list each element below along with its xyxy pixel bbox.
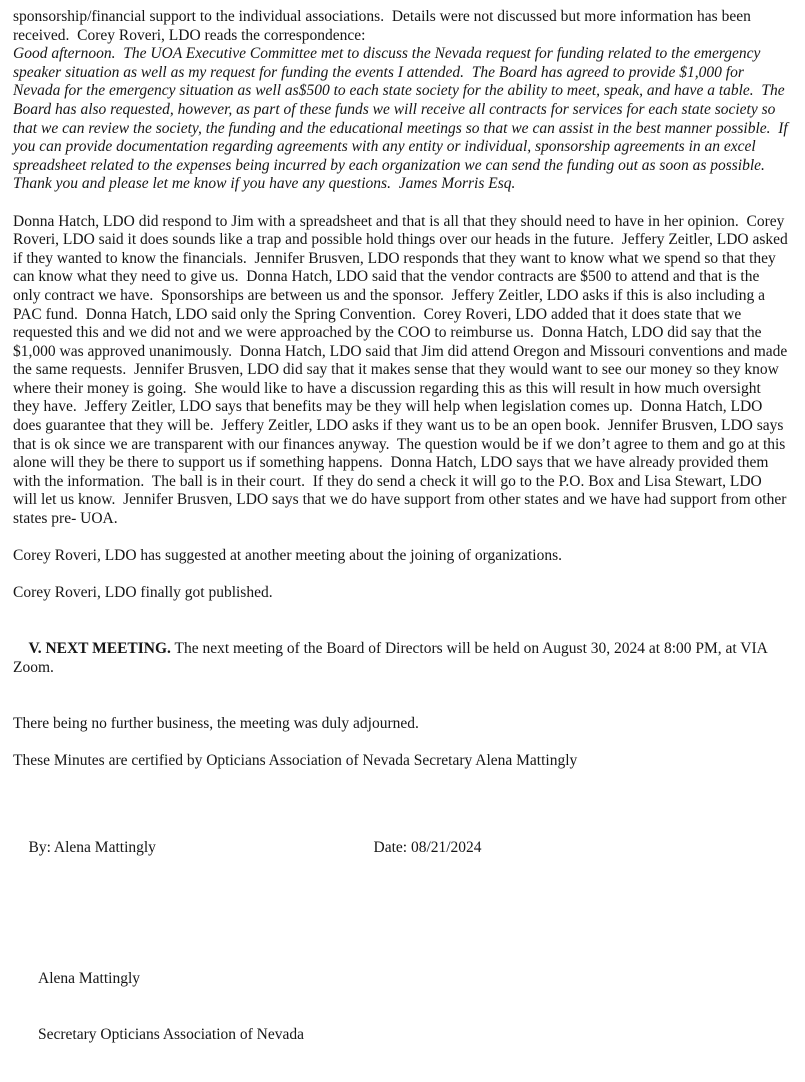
discussion-paragraph: Donna Hatch, LDO did respond to Jim with a spreadsheet and that is all that they should need to have in her opinion. Corey Roveri, LDO said it does sounds like a trap and possible hold things over our heads in the future. Jeffery Zeitler, LDO asked if they wanted to know the financials. Jennifer Brusven, LDO responds that they want to know what we spend so that they can know what they need to give us. Donna Hatch, LDO said that the vendor contracts are $500 to attend and that is the only contract we have. Sponsorships are between us and the sponsor. Jeffery Zeitler, LDO asks if this is also including a PAC fund. Donna Hatch, LDO said only the Spring Convention. Corey Roveri, LDO added that it does state that we requested this and we did not and we were approached by the COO to reimburse us. Donna Hatch, LDO did say that the $1,000 was approved unanimously. Donna Hatch, LDO said that Jim did attend Oregon and Missouri conventions and made the same requests. Jennifer Brusven, LDO did say that it makes sense that they would want to see our money so they know where their money is going. She would like to have a discussion regarding this as this will result in how much oversight they have. Jeffery Zeitler, LDO says that benefits may be they will help when legislation comes up. Donna Hatch, LDO does guarantee that they will be. Jeffery Zeitler, LDO asks if they want us to be an open book. Jennifer Brusven, LDO says that is ok since we are transparent with our finances anyway. The question would be if we don’t agree to them and go at this alone will they be there to support us if something happens. Donna Hatch, LDO says that we have already provided them with the information. The ball is in their court. If they do send a check it will go to the P.O. Box and Lisa Stewart, LDO will let us know. Jennifer Brusven, LDO says that we do have support from other states and we have had support from other states pre- UOA. xyxy=(13,212,792,528)
secretary-title: Secretary Opticians Association of Nevada xyxy=(38,1025,304,1043)
secretary-name: Alena Mattingly xyxy=(38,970,141,988)
next-meeting-body: The next meeting of the Board of Directors will be held on August 30, 2024 at 8:00 PM, at VIA Zoom. xyxy=(13,640,771,676)
certification-paragraph: These Minutes are certified by Opticians Association of Nevada Secretary Alena Mattingly xyxy=(13,751,578,769)
next-meeting-heading: V. NEXT MEETING. xyxy=(28,640,171,658)
next-meeting-paragraph xyxy=(13,622,789,696)
adjournment-paragraph: There being no further business, the meeting was duly adjourned. xyxy=(13,714,419,732)
signature-row xyxy=(13,820,789,876)
secretary-block xyxy=(38,933,304,1082)
published-paragraph: Corey Roveri, LDO finally got published. xyxy=(13,584,273,602)
signature-date: Date: 08/21/2024 xyxy=(373,838,482,856)
continuation-paragraph: sponsorship/financial support to the individual associations. Details were not discussed but more information has been received. Corey Roveri, LDO reads the correspondence: xyxy=(13,8,755,44)
correspondence-quote: Good afternoon. The UOA Executive Committee met to discuss the Nevada request for funding related to the emergency speaker situation as well as my request for funding the events I attended. The Board has agreed to provide $1,000 for Nevada for the emergency situation as well as$500 to each state society for the ability to meet, speak, and have a table. The Board has also requested, however, as part of these funds we will receive all contracts for services for each state society so that we can review the society, the funding and the educational meetings so that we can assist in the best manner possible. If you can provide documentation regarding agreements with any entity or individual, sponsorship agreements in an excel spreadsheet related to the expenses being incurred by each organization we can send the funding out as soon as possible. Thank you and please let me know if you have any questions. James Morris Esq. xyxy=(13,45,792,193)
suggestion-paragraph: Corey Roveri, LDO has suggested at another meeting about the joining of organizations. xyxy=(13,547,562,565)
signature-by: By: Alena Mattingly xyxy=(28,838,156,856)
